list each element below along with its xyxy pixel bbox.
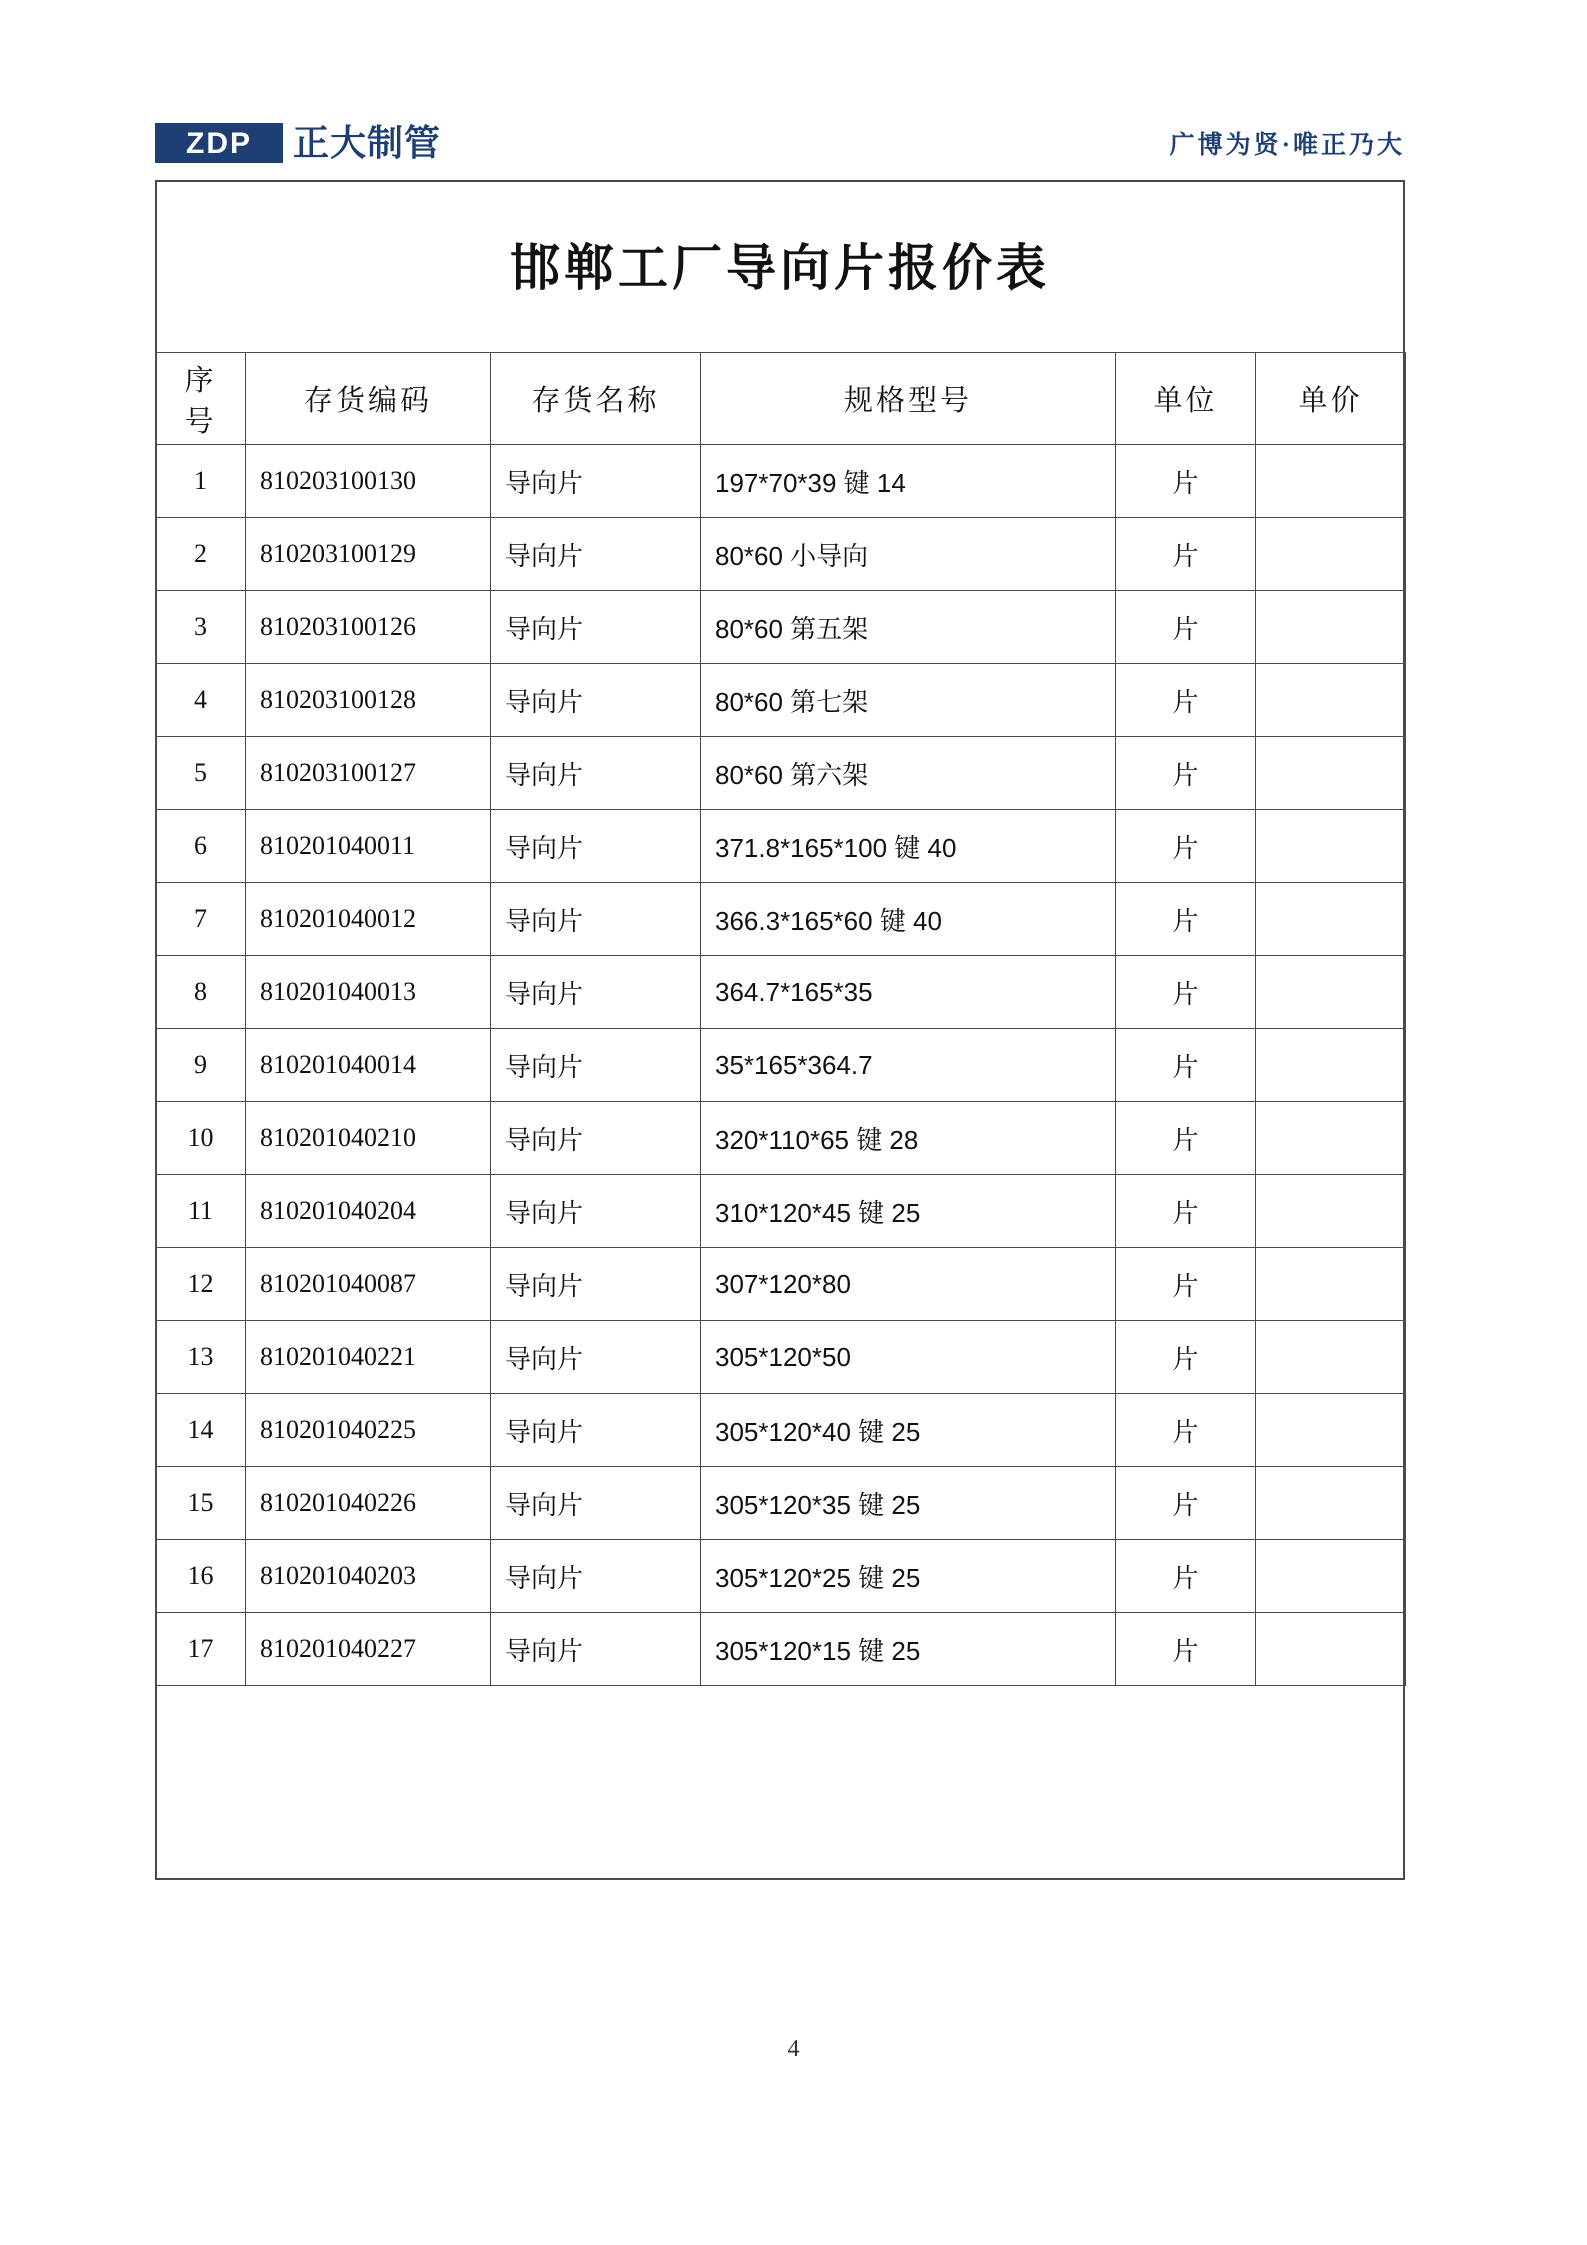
cell-code: 810201040014 — [246, 1029, 491, 1102]
cell-name: 导向片 — [491, 1613, 701, 1686]
table-row — [156, 1467, 1406, 1540]
cell-unit: 片 — [1116, 1540, 1256, 1613]
cell-index: 17 — [156, 1613, 246, 1686]
cell-spec: 364.7*165*35 — [701, 956, 1116, 1029]
cell-spec: 305*120*25 键 25 — [701, 1540, 1116, 1613]
table-row — [156, 445, 1406, 518]
cell-code: 810203100128 — [246, 664, 491, 737]
cell-spec: 80*60 第六架 — [701, 737, 1116, 810]
table-row — [156, 956, 1406, 1029]
cell-code: 810201040011 — [246, 810, 491, 883]
cell-name: 导向片 — [491, 956, 701, 1029]
cell-name: 导向片 — [491, 883, 701, 956]
cell-code: 810201040221 — [246, 1321, 491, 1394]
cell-name: 导向片 — [491, 1394, 701, 1467]
price-table — [155, 352, 1406, 1686]
cell-code: 810201040225 — [246, 1394, 491, 1467]
cell-index: 7 — [156, 883, 246, 956]
cell-index: 8 — [156, 956, 246, 1029]
cell-name: 导向片 — [491, 445, 701, 518]
table-header — [156, 353, 1406, 445]
cell-unit: 片 — [1116, 1613, 1256, 1686]
cell-name: 导向片 — [491, 737, 701, 810]
cell-index: 5 — [156, 737, 246, 810]
cell-code: 810201040012 — [246, 883, 491, 956]
cell-unit: 片 — [1116, 1175, 1256, 1248]
cell-index: 2 — [156, 518, 246, 591]
cell-price[interactable] — [1256, 810, 1406, 883]
cell-spec: 197*70*39 键 14 — [701, 445, 1116, 518]
column-header-unit: 单位 — [1116, 353, 1256, 445]
cell-name: 导向片 — [491, 810, 701, 883]
cell-index: 15 — [156, 1467, 246, 1540]
cell-spec: 371.8*165*100 键 40 — [701, 810, 1116, 883]
cell-spec: 366.3*165*60 键 40 — [701, 883, 1116, 956]
cell-name: 导向片 — [491, 591, 701, 664]
table-row — [156, 1029, 1406, 1102]
page-number: 4 — [787, 2036, 800, 2062]
cell-spec: 305*120*35 键 25 — [701, 1467, 1116, 1540]
cell-name: 导向片 — [491, 1175, 701, 1248]
cell-unit: 片 — [1116, 810, 1256, 883]
cell-spec: 305*120*15 键 25 — [701, 1613, 1116, 1686]
cell-price[interactable] — [1256, 1321, 1406, 1394]
cell-spec: 305*120*50 — [701, 1321, 1116, 1394]
cell-index: 13 — [156, 1321, 246, 1394]
cell-unit: 片 — [1116, 1102, 1256, 1175]
cell-unit: 片 — [1116, 1467, 1256, 1540]
cell-index: 1 — [156, 445, 246, 518]
column-header-price: 单价 — [1256, 353, 1406, 445]
cell-name: 导向片 — [491, 1467, 701, 1540]
zdp-logo-icon — [155, 121, 283, 165]
cell-price[interactable] — [1256, 956, 1406, 1029]
column-header-name: 存货名称 — [491, 353, 701, 445]
cell-index: 6 — [156, 810, 246, 883]
cell-name: 导向片 — [491, 518, 701, 591]
cell-price[interactable] — [1256, 445, 1406, 518]
cell-name: 导向片 — [491, 1248, 701, 1321]
cell-code: 810203100129 — [246, 518, 491, 591]
cell-price[interactable] — [1256, 664, 1406, 737]
cell-code: 810201040210 — [246, 1102, 491, 1175]
cell-spec: 307*120*80 — [701, 1248, 1116, 1321]
cell-unit: 片 — [1116, 1029, 1256, 1102]
cell-code: 810203100127 — [246, 737, 491, 810]
cell-spec: 310*120*45 键 25 — [701, 1175, 1116, 1248]
cell-code: 810201040226 — [246, 1467, 491, 1540]
cell-unit: 片 — [1116, 737, 1256, 810]
table-row — [156, 1540, 1406, 1613]
cell-unit: 片 — [1116, 1394, 1256, 1467]
cell-code: 810203100126 — [246, 591, 491, 664]
cell-price[interactable] — [1256, 518, 1406, 591]
cell-unit: 片 — [1116, 445, 1256, 518]
cell-index: 16 — [156, 1540, 246, 1613]
svg-text:ZDP: ZDP — [186, 127, 252, 160]
table-header-row — [156, 353, 1406, 445]
cell-spec: 305*120*40 键 25 — [701, 1394, 1116, 1467]
cell-price[interactable] — [1256, 1467, 1406, 1540]
cell-price[interactable] — [1256, 1613, 1406, 1686]
cell-code: 810201040204 — [246, 1175, 491, 1248]
cell-unit: 片 — [1116, 1321, 1256, 1394]
cell-spec: 80*60 第七架 — [701, 664, 1116, 737]
column-header-code: 存货编码 — [246, 353, 491, 445]
cell-price[interactable] — [1256, 1248, 1406, 1321]
cell-price[interactable] — [1256, 1102, 1406, 1175]
cell-unit: 片 — [1116, 664, 1256, 737]
column-header-index: 序号 — [156, 353, 246, 445]
company-slogan: 广博为贤·唯正乃大 — [1169, 132, 1405, 159]
cell-index: 12 — [156, 1248, 246, 1321]
cell-index: 4 — [156, 664, 246, 737]
company-name-cn: 正大制管 — [293, 122, 442, 163]
cell-price[interactable] — [1256, 737, 1406, 810]
company-logo — [155, 121, 441, 165]
cell-index: 9 — [156, 1029, 246, 1102]
cell-code: 810201040087 — [246, 1248, 491, 1321]
cell-name: 导向片 — [491, 1102, 701, 1175]
table-row — [156, 883, 1406, 956]
page-title: 邯郸工厂导向片报价表 — [510, 240, 1050, 296]
column-header-spec: 规格型号 — [701, 353, 1116, 445]
document-header — [155, 108, 1405, 178]
cell-name: 导向片 — [491, 1540, 701, 1613]
cell-spec: 35*165*364.7 — [701, 1029, 1116, 1102]
cell-price[interactable] — [1256, 591, 1406, 664]
cell-code: 810203100130 — [246, 445, 491, 518]
table-row — [156, 591, 1406, 664]
cell-index: 11 — [156, 1175, 246, 1248]
cell-price[interactable] — [1256, 883, 1406, 956]
cell-unit: 片 — [1116, 956, 1256, 1029]
table-row — [156, 1102, 1406, 1175]
cell-price[interactable] — [1256, 1029, 1406, 1102]
cell-index: 14 — [156, 1394, 246, 1467]
table-row — [156, 664, 1406, 737]
cell-unit: 片 — [1116, 591, 1256, 664]
table-row — [156, 1394, 1406, 1467]
table-body — [156, 445, 1406, 1686]
table-row — [156, 1175, 1406, 1248]
cell-price[interactable] — [1256, 1540, 1406, 1613]
cell-code: 810201040013 — [246, 956, 491, 1029]
table-row — [156, 810, 1406, 883]
cell-price[interactable] — [1256, 1394, 1406, 1467]
table-row — [156, 518, 1406, 591]
cell-name: 导向片 — [491, 664, 701, 737]
cell-unit: 片 — [1116, 1248, 1256, 1321]
cell-code: 810201040227 — [246, 1613, 491, 1686]
table-row — [156, 1248, 1406, 1321]
cell-unit: 片 — [1116, 518, 1256, 591]
table-row — [156, 1321, 1406, 1394]
cell-name: 导向片 — [491, 1321, 701, 1394]
table-row — [156, 737, 1406, 810]
cell-spec: 80*60 第五架 — [701, 591, 1116, 664]
cell-spec: 80*60 小导向 — [701, 518, 1116, 591]
cell-price[interactable] — [1256, 1175, 1406, 1248]
cell-unit: 片 — [1116, 883, 1256, 956]
cell-spec: 320*110*65 键 28 — [701, 1102, 1116, 1175]
cell-code: 810201040203 — [246, 1540, 491, 1613]
cell-index: 10 — [156, 1102, 246, 1175]
cell-name: 导向片 — [491, 1029, 701, 1102]
table-row — [156, 1613, 1406, 1686]
cell-index: 3 — [156, 591, 246, 664]
